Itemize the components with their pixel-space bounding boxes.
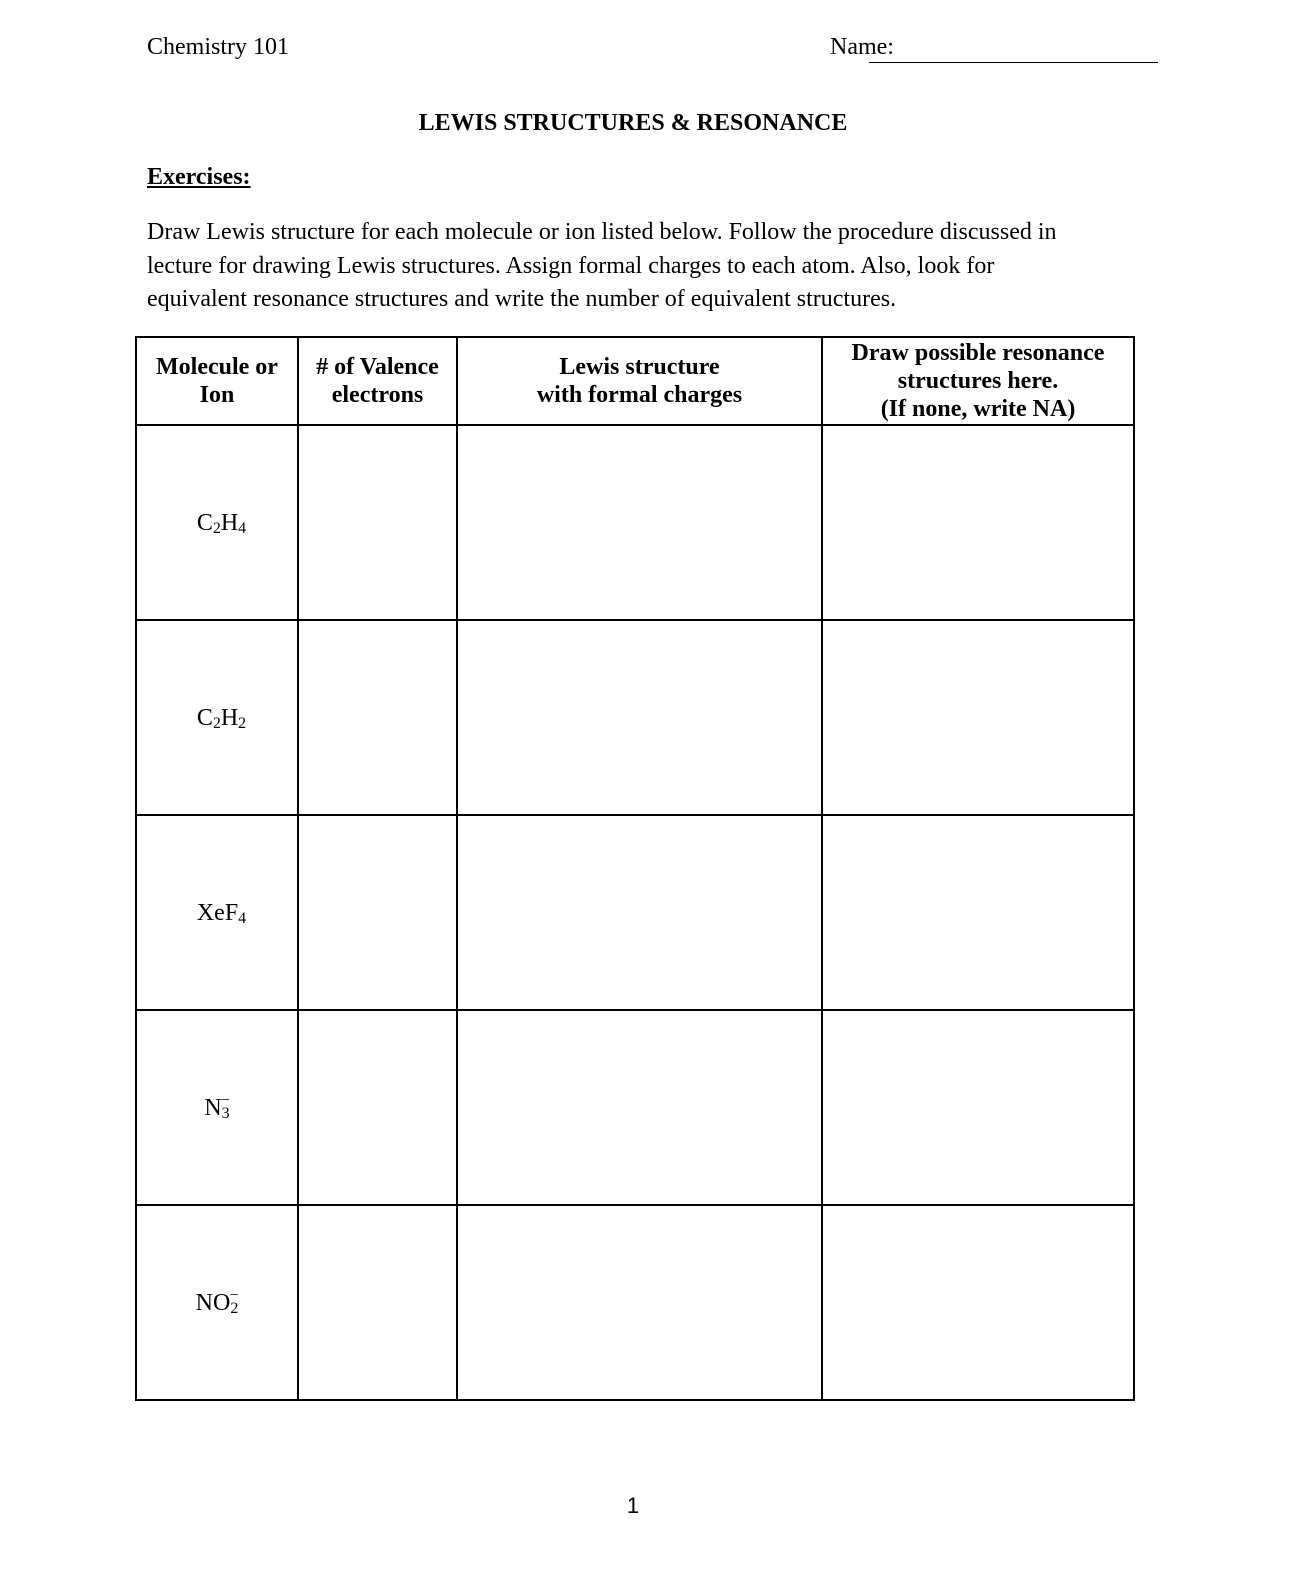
table-row <box>136 425 1134 620</box>
lewis-answer-cell[interactable] <box>457 620 822 815</box>
table-row <box>136 815 1134 1010</box>
header-text: (If none, write NA) <box>880 396 1076 422</box>
formula-cell <box>136 620 298 815</box>
resonance-answer-cell[interactable] <box>822 1010 1134 1205</box>
header-text: electrons <box>331 382 424 408</box>
instructions-paragraph <box>147 216 1147 317</box>
header-text: structures here. <box>897 368 1059 394</box>
header-text: # of Valence <box>316 354 439 380</box>
lewis-answer-cell[interactable] <box>457 425 822 620</box>
lewis-answer-cell[interactable] <box>457 1010 822 1205</box>
lewis-answer-cell[interactable] <box>457 815 822 1010</box>
header-molecule <box>136 337 298 425</box>
resonance-answer-cell[interactable] <box>822 425 1134 620</box>
section-heading: Exercises: <box>147 164 251 190</box>
formula: $N_3^-$ <box>204 1092 230 1122</box>
formula: $C_2H_2$ <box>196 705 247 732</box>
formula-cell <box>136 815 298 1010</box>
lewis-answer-cell[interactable] <box>457 1205 822 1400</box>
formula-cell <box>136 425 298 620</box>
header-text: with formal charges <box>536 382 743 408</box>
worksheet-title: LEWIS STRUCTURES & RESONANCE <box>418 110 848 136</box>
resonance-answer-cell[interactable] <box>822 620 1134 815</box>
header-text: Molecule or <box>156 354 278 380</box>
page-number: 1 <box>626 1493 640 1518</box>
instructions-line: lecture for drawing Lewis structures. Assign formal charges to each atom. Also, look for <box>147 252 995 279</box>
formula-cell <box>136 1010 298 1205</box>
instructions-line: equivalent resonance structures and write the number of equivalent structures. <box>147 286 897 312</box>
table-header-row <box>136 337 1134 425</box>
valence-answer-cell[interactable] <box>298 620 457 815</box>
table-row <box>136 1010 1134 1205</box>
valence-answer-cell[interactable] <box>298 425 457 620</box>
header-lewis <box>457 337 822 425</box>
formula: $C_2H_4$ <box>196 510 247 537</box>
table-row <box>136 1205 1134 1400</box>
resonance-answer-cell[interactable] <box>822 815 1134 1010</box>
instructions-line: Draw Lewis structure for each molecule or ion listed below. Follow the procedure discussed in <box>147 219 1057 245</box>
valence-answer-cell[interactable] <box>298 815 457 1010</box>
formula: $NO_2^-$ <box>195 1287 239 1317</box>
table-row <box>136 620 1134 815</box>
valence-answer-cell[interactable] <box>298 1010 457 1205</box>
header-resonance <box>822 337 1134 425</box>
header-valence <box>298 337 457 425</box>
resonance-answer-cell[interactable] <box>822 1205 1134 1400</box>
formula-cell <box>136 1205 298 1400</box>
header-text: Lewis structure <box>559 354 720 380</box>
name-field-line[interactable] <box>869 62 1158 63</box>
exercise-table <box>135 336 1135 1401</box>
valence-answer-cell[interactable] <box>298 1205 457 1400</box>
name-label: Name: <box>830 34 894 60</box>
header-text: Draw possible resonance <box>851 340 1105 366</box>
course-title: Chemistry 101 <box>147 34 289 60</box>
formula: XeF$_4$ <box>196 900 247 927</box>
header-text: Ion <box>199 382 235 408</box>
